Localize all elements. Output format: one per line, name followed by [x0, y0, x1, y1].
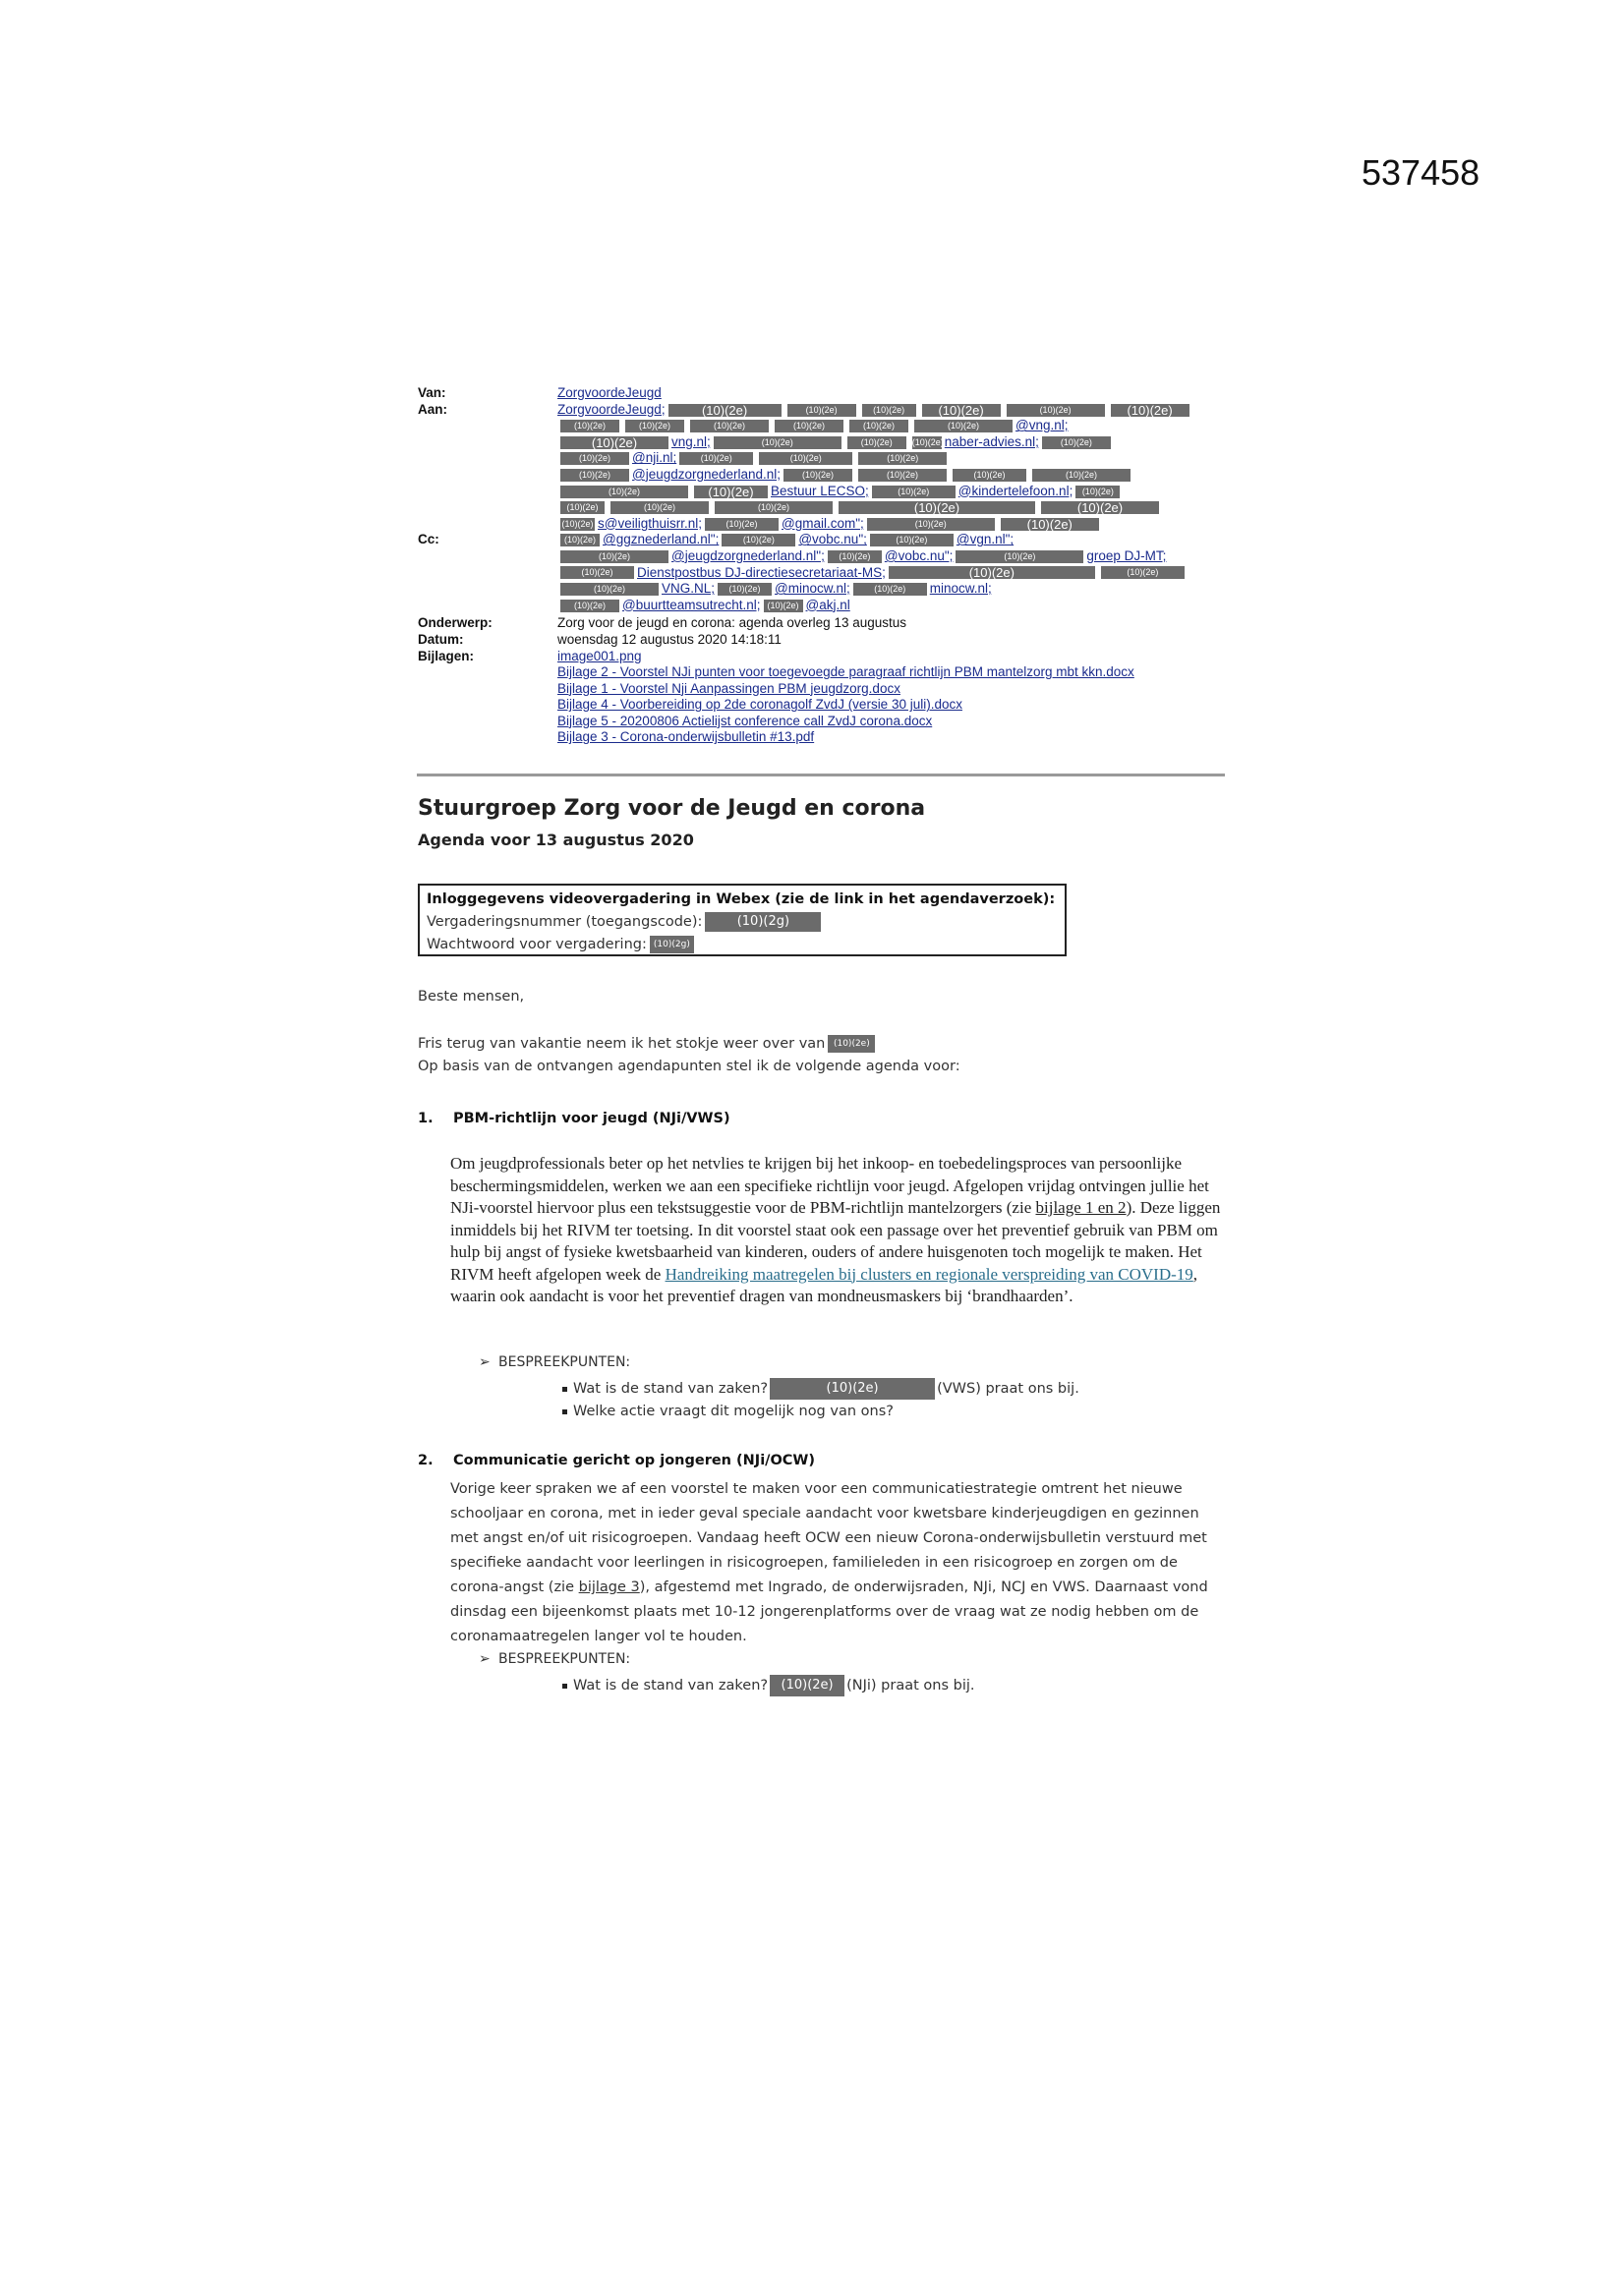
redaction: (10)(2e): [714, 436, 841, 449]
redaction: (10)(2e): [1001, 518, 1099, 531]
redaction: (10)(2e): [759, 452, 852, 465]
recipient-link[interactable]: @vobc.nu";: [884, 547, 954, 563]
redaction: (10)(2e): [956, 550, 1083, 563]
redaction: (10)(2g): [650, 936, 694, 953]
section-2-title: Communicatie gericht op jongeren (NJi/OCW): [453, 1453, 816, 1468]
redaction: (10)(2e): [870, 534, 954, 546]
date-value: woensdag 12 augustus 2020 14:18:11: [557, 631, 782, 647]
recipient-link[interactable]: vng.nl;: [671, 433, 711, 449]
section-1-title: PBM-richtlijn voor jeugd (NJi/VWS): [453, 1111, 730, 1126]
intro-line-2: Op basis van de ontvangen agendapunten stel ik de volgende agenda voor:: [418, 1059, 960, 1074]
login-title: Inloggegevens videovergadering in Webex (zie de link in het agendaverzoek):: [427, 891, 1056, 907]
section-1-paragraph: [450, 1153, 1227, 1308]
redaction: (10)(2e): [722, 534, 795, 546]
redaction: (10)(2e): [770, 1675, 844, 1696]
password-row: [427, 934, 1058, 956]
redaction: (10)(2e): [787, 404, 856, 417]
square-bullet-icon: [562, 1684, 567, 1689]
redaction: (10)(2e): [668, 404, 782, 417]
redaction: (10)(2e): [849, 420, 908, 432]
section-1-item-1: [562, 1378, 1079, 1400]
redaction: (10)(2e): [853, 583, 927, 596]
section-1-item-2: [562, 1404, 894, 1419]
section-2-item-1: [562, 1675, 975, 1696]
recipient-link[interactable]: groep DJ-MT;: [1086, 547, 1167, 563]
redaction: (10)(2e): [560, 534, 600, 546]
redaction: (10)(2e): [862, 404, 916, 417]
redaction: (10)(2e): [560, 566, 634, 579]
greeting: Beste mensen,: [418, 989, 525, 1004]
redaction: (10)(2e): [679, 452, 753, 465]
redaction: (10)(2e): [889, 566, 1095, 579]
attachment-link[interactable]: Bijlage 3 - Corona-onderwijsbulletin #13.pdf: [557, 729, 815, 745]
redaction: (10)(2e): [867, 518, 995, 531]
redaction: (10)(2e): [560, 550, 668, 563]
arrow-bullet-icon: ➢: [479, 1651, 491, 1667]
redaction: (10)(2e): [1032, 469, 1131, 482]
document-number: 537458: [1362, 152, 1480, 193]
recipient-link[interactable]: @gmail.com";: [782, 515, 864, 531]
s2-text: ), afgestemd met Ingrado, de onderwijsraden, NJi, NCJ en VWS. Daarnaast vond dinsdag een bijeenkomst plaats met 10-12 jongerenplatforms over de vraag wat ze nodig hebben om de coronamaatregelen langer vol te houden.: [450, 1579, 1208, 1644]
handreiking-link[interactable]: Handreiking maatregelen bij clusters en regionale verspreiding van COVID-19: [665, 1264, 1193, 1284]
redaction: (10)(2e): [828, 1035, 875, 1053]
item-text: Welke actie vraagt dit mogelijk nog van ons?: [573, 1404, 894, 1419]
redaction: (10)(2e): [847, 436, 906, 449]
recipient-link[interactable]: minocw.nl;: [929, 581, 992, 597]
from-row: [418, 385, 1224, 402]
redaction: (10)(2e): [770, 1378, 935, 1400]
section-2-paragraph: [450, 1477, 1227, 1649]
page-title: Stuurgroep Zorg voor de Jeugd en corona: [418, 796, 926, 821]
square-bullet-icon: [562, 1409, 567, 1414]
item-text: (NJi) praat ons bij.: [846, 1678, 975, 1693]
bespreekpunten-label: BESPREEKPUNTEN:: [498, 1651, 631, 1667]
login-box: [418, 884, 1067, 956]
redaction: (10)(2e): [858, 452, 947, 465]
bijlage-1-2-link[interactable]: bijlage 1 en 2: [1035, 1198, 1127, 1217]
recipient-link[interactable]: @kindertelefoon.nl;: [957, 483, 1073, 498]
bijlage-3-link[interactable]: bijlage 3: [578, 1579, 640, 1595]
redaction: (10)(2e): [561, 518, 594, 529]
recipient-link[interactable]: Bestuur LECSO;: [771, 483, 869, 498]
cc-recipients: [557, 532, 1224, 613]
recipient-link[interactable]: @ggznederland.nl";: [603, 532, 720, 547]
section-1-number: 1.: [418, 1111, 434, 1126]
s1-text: Om jeugdprofessionals beter op het netvlies te krijgen bij het inkoop- en toebedelingsproces van persoonlijke beschermingsmiddelen, werken we aan een specifieke richtlijn voor jeugd. Afgelopen vrijdag ontvingen jullie het NJi-voorstel hiervoor plus een tekstsuggestie voor de PBM-richtlijn mantelzorgers (zie: [450, 1154, 1209, 1217]
subject-label: Onderwerp:: [418, 615, 493, 631]
redaction: (10)(2e): [839, 501, 1035, 514]
redaction: (10)(2e): [705, 518, 779, 531]
date-row: [418, 632, 1224, 649]
arrow-bullet-icon: ➢: [479, 1354, 491, 1370]
attachments-row: [418, 649, 1224, 747]
redaction: (10)(2e): [872, 486, 956, 498]
header-separator: [417, 774, 1225, 776]
recipient-link[interactable]: @buurtteamsutrecht.nl;: [622, 597, 761, 612]
attachment-link[interactable]: Bijlage 1 - Voorstel Nji Aanpassingen PBM jeugdzorg.docx: [557, 680, 900, 696]
redaction: (10)(2e): [1007, 404, 1105, 417]
from-address[interactable]: ZorgvoordeJeugd: [557, 385, 662, 400]
redaction: (10)(2e): [690, 420, 769, 432]
subject-row: [418, 615, 1224, 632]
s1-text: ). Deze liggen inmiddels bij het RIVM ter toetsing. In dit voorstel staat ook een passage over het preventief gebruik van PBM om hulp bij angst of fysieke kwetsbaarheid van kinderen, ouders of andere huisgenoten toch mogelijk te maken. Het RIVM heeft afgelopen week de: [450, 1198, 1221, 1284]
redaction: (10)(2e): [560, 420, 619, 432]
square-bullet-icon: [562, 1387, 567, 1392]
section-2-heading: [418, 1453, 1234, 1468]
redaction: (10)(2e): [560, 600, 619, 612]
recipient-link[interactable]: @vobc.nu";: [798, 532, 867, 547]
redaction: (10)(2e): [560, 501, 605, 514]
s1-text: , waarin ook aandacht is voor het preventief dragen van mondneusmaskers bij ‘brandhaarden’.: [450, 1264, 1198, 1305]
redaction: (10)(2g): [705, 912, 821, 932]
redaction: (10)(2e): [914, 420, 1013, 432]
redaction: (10)(2e): [858, 469, 947, 482]
section-2-bespreekpunten: [479, 1651, 630, 1667]
to-recipients: [557, 402, 1224, 533]
attachment-link[interactable]: Bijlage 4 - Voorbereiding op 2de coronagolf ZvdJ (versie 30 juli).docx: [557, 697, 962, 713]
redaction: (10)(2e): [560, 452, 629, 465]
recipient-link[interactable]: @nji.nl;: [632, 450, 677, 466]
meeting-number-row: [427, 911, 1058, 934]
redaction: (10)(2e): [828, 550, 882, 563]
subject-value: Zorg voor de jeugd en corona: agenda overleg 13 augustus: [557, 615, 907, 631]
date-label: Datum:: [418, 631, 464, 647]
recipient-link[interactable]: ZorgvoordeJeugd;: [557, 401, 666, 417]
redaction: (10)(2e): [715, 501, 833, 514]
recipient-link[interactable]: @vng.nl;: [1015, 418, 1069, 433]
redaction: (10)(2e): [560, 486, 688, 498]
recipient-link[interactable]: @vgn.nl";: [956, 532, 1015, 547]
redaction: (10)(2e): [560, 583, 659, 596]
intro-text: Fris terug van vakantie neem ik het stokje weer over van: [418, 1036, 826, 1052]
redaction: (10)(2e): [625, 420, 684, 432]
item-text: Wat is de stand van zaken?: [573, 1381, 769, 1397]
recipient-link[interactable]: Dienstpostbus DJ-directiesecretariaat-MS;: [637, 564, 886, 580]
section-1-heading: [418, 1111, 1234, 1126]
redaction: (10)(2e): [1041, 501, 1159, 514]
redaction: (10)(2e): [922, 404, 1001, 417]
item-text: Wat is de stand van zaken?: [573, 1678, 769, 1693]
attachment-link[interactable]: image001.png: [557, 648, 642, 663]
from-label: Van:: [418, 385, 446, 400]
redaction: (10)(2e): [764, 600, 803, 612]
page-subtitle: Agenda voor 13 augustus 2020: [418, 831, 694, 849]
attachments-label: Bijlagen:: [418, 648, 475, 663]
recipient-link[interactable]: @akj.nl: [805, 597, 850, 612]
recipient-link[interactable]: @jeugdzorgnederland.nl";: [671, 547, 825, 563]
redaction: (10)(2e): [1042, 436, 1111, 449]
attachment-link[interactable]: Bijlage 5 - 20200806 Actielijst conference call ZvdJ corona.docx: [557, 713, 933, 728]
to-label: Aan:: [418, 401, 447, 417]
cc-label: Cc:: [418, 532, 439, 547]
recipient-link[interactable]: @jeugdzorgnederland.nl;: [632, 466, 782, 482]
attachment-link[interactable]: Bijlage 2 - Voorstel NJi punten voor toegevoegde paragraaf richtlijn PBM mantelzorg mbt kkn.docx: [557, 664, 1134, 680]
recipient-link[interactable]: s@veiligthuisrr.nl;: [598, 515, 702, 531]
redaction: (10)(2e): [1101, 566, 1185, 579]
item-text: (VWS) praat ons bij.: [937, 1381, 1079, 1397]
redaction: (10)(2e): [953, 469, 1026, 482]
recipient-link[interactable]: @minocw.nl;: [775, 581, 850, 597]
redaction: (10)(2e): [911, 436, 944, 447]
redaction: (10)(2e): [775, 420, 843, 432]
recipient-link[interactable]: naber-advies.nl;: [944, 433, 1039, 449]
redaction: (10)(2e): [694, 486, 768, 498]
to-row: [418, 402, 1224, 533]
meeting-number-label: Vergaderingsnummer (toegangscode):: [427, 914, 703, 930]
email-header: [418, 385, 1224, 746]
section-1-bespreekpunten: [479, 1354, 630, 1370]
cc-row: [418, 532, 1224, 613]
redaction: (10)(2e): [1075, 486, 1120, 498]
intro-line-1: [418, 1033, 1234, 1056]
redaction: (10)(2e): [560, 436, 668, 449]
redaction: (10)(2e): [718, 583, 772, 596]
redaction: (10)(2e): [560, 469, 629, 482]
redaction: (10)(2e): [610, 501, 709, 514]
attachments-list: [557, 649, 1224, 747]
bespreekpunten-label: BESPREEKPUNTEN:: [498, 1354, 631, 1370]
password-label: Wachtwoord voor vergadering:: [427, 937, 647, 952]
recipient-link[interactable]: VNG.NL;: [662, 581, 716, 597]
section-2-number: 2.: [418, 1453, 434, 1468]
s2-text: Vorige keer spraken we af een voorstel te maken voor een communicatiestrategie omtrent het nieuwe schooljaar en corona, met in ieder geval speciale aandacht voor kwetsbare kinderjeugdigen en gezinnen met angst en/of uit risicogroepen. Vandaag heeft OCW een nieuw Corona-onderwijsbulletin verstuurd met specifieke aandacht voor leerlingen in risicogroepen, familieleden in een risicogroep en zorgen om de corona-angst (zie: [450, 1481, 1207, 1595]
redaction: (10)(2e): [1111, 404, 1189, 417]
redaction: (10)(2e): [783, 469, 852, 482]
